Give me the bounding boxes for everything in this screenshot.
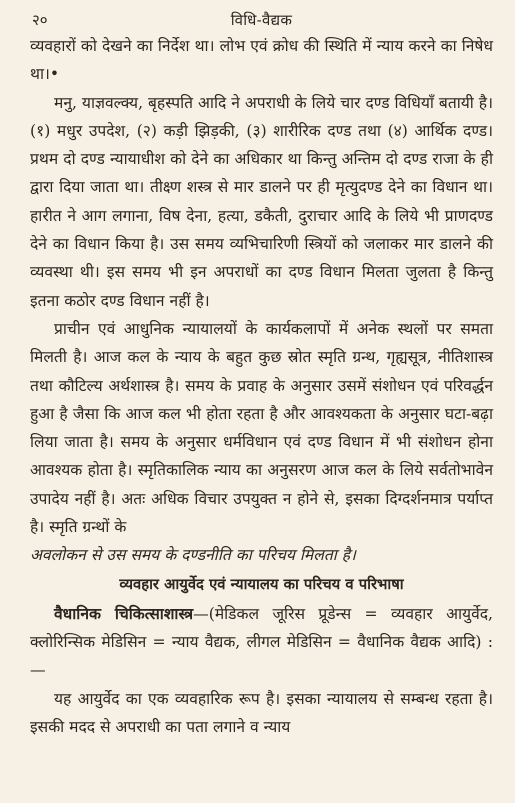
definition-paragraph (30, 600, 493, 685)
running-title: विधि-वैद्यक (230, 11, 293, 29)
body-text (30, 32, 493, 741)
paragraph-courts-comparison: प्राचीन एवं आधुनिक न्यायालयों के कार्यकलापों में अनेक स्थलों पर समता मिलती है। आज कल के न्याय के बहुत कुछ स्रोत स्मृति ग्रन्थ, गृह्यसूत्र, नीतिशास्त्र तथा कौटिल्य अर्थशास्त्र है। समय के प्रवाह के अनुसार उसमें संशोधन एवं परिवर्द्धन हुआ है जैसा कि आज कल भी होता रहता है और आवश्यकता के अनुसार घटा-बढ़ा लिया जाता है। समय के अनुसार धर्मविधान एवं दण्ड विधान में भी संशोधन होना आवश्यक होता है। स्मृतिकालिक न्याय का अनुसरण आज कल के लिये सर्वतोभावेन उपादेय नहीं है। अतः अधिक विचार उपयुक्त न होने से, इसका दिग्दर्शनमात्र पर्याप्त है। स्मृति ग्रन्थों के (30, 319, 493, 537)
page-header (30, 6, 493, 32)
definition-term: वैधानिक चिकित्साशास्त्र (54, 604, 194, 623)
page-number: २० (32, 11, 48, 29)
italic-line: अवलोकन से उस समय के दण्डनीति का परिचय मिलता है। (30, 546, 356, 565)
section-heading: व्यवहार आयुर्वेद एवं न्यायालय का परिचय व परिभाषा (119, 575, 404, 593)
paragraph-punishment-methods: मनु, याज्ञवल्क्य, बृहस्पति आदि ने अपराधी के लिये चार दण्ड विधियाँ बतायी है। (१) मधुर उपदेश, (२) कड़ी झिड़की, (३) शारीरिक दण्ड तथा (४) आर्थिक दण्ड। प्रथम दो दण्ड न्यायाधीश को देने का अधिकार था किन्तु अन्तिम दो दण्ड राजा के ही द्वारा दिया जाता था। तीक्ष्ण शस्त्र से मार डालने पर ही मृत्युदण्ड देने का विधान था। हारीत ने आग लगाना, विष देना, हत्या, डकैती, दुराचार आदि के लिये भी प्राणदण्ड देने का विधान किया है। उस समय व्यभिचारिणी स्त्रियों को जलाकर मार डालने की व्यवस्था थी। इस समय भी इन अपराधों का दण्ड विधान मिलता जुलता है किन्तु इतना कठोर दण्ड विधान नहीं है। (30, 93, 493, 310)
definition-text: —(मेडिकल जूरिस प्रूडेन्स = व्यवहार आयुर्वेद, क्लोरिन्सिक मेडिसिन = न्याय वैद्यक, लीगल मेडिसिन = वैधानिक वैद्यक आदि) :— (30, 604, 493, 680)
paragraph-continuation: व्यवहारों को देखने का निर्देश था। लोभ एवं क्रोध की स्थिति में न्याय करने का निषेध था।• (30, 37, 493, 84)
paragraph-final: यह आयुर्वेद का एक व्यवहारिक रूप है। इसका न्यायालय से सम्बन्ध रहता है। इसकी मदद से अपराधी का पता लगाने व न्याय (30, 689, 493, 736)
